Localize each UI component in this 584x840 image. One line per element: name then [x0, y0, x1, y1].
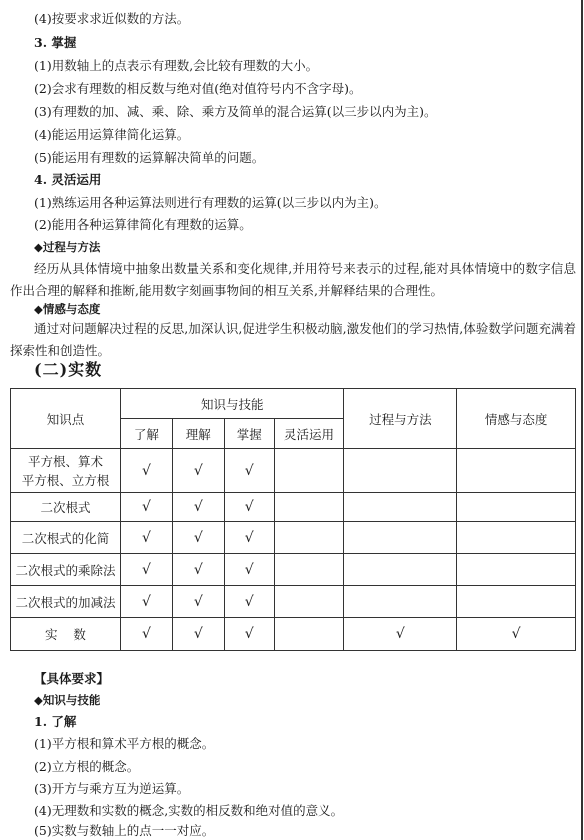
emotion-paragraph: 通过对问题解决过程的反思,加深认识,促进学生积极动脑,激发他们的学习热情,体验数学问题充满着探索性和创造性。 — [10, 321, 576, 358]
check-cell: √ — [120, 493, 172, 522]
check-cell — [344, 554, 457, 586]
page-edge-line — [581, 0, 583, 840]
header-process-method: 过程与方法 — [344, 389, 457, 449]
header-knowledge-skill: 知识与技能 — [120, 389, 344, 419]
text-line: (2)立方根的概念。 — [34, 759, 140, 774]
table-row — [11, 449, 576, 493]
row-label: 实 数 — [11, 618, 121, 651]
table-row — [11, 618, 576, 651]
check-cell — [344, 493, 457, 522]
check-cell: √ — [120, 522, 172, 554]
check-cell: √ — [172, 618, 224, 651]
row-label: 平方根、算术 平方根、立方根 — [11, 449, 121, 493]
chapter-title: (二)实数 — [34, 360, 103, 379]
section-heading: 4. 灵活运用 — [34, 172, 102, 187]
text-line: (1)平方根和算术平方根的概念。 — [34, 736, 215, 751]
subheader: 了解 — [120, 419, 172, 449]
check-cell: √ — [120, 586, 172, 618]
check-cell — [274, 586, 344, 618]
check-cell — [457, 586, 576, 618]
check-cell: √ — [344, 618, 457, 651]
subheader: 灵活运用 — [274, 419, 344, 449]
check-cell: √ — [120, 618, 172, 651]
check-cell: √ — [224, 522, 274, 554]
check-cell: √ — [172, 493, 224, 522]
table-row — [11, 493, 576, 522]
text-line: (2)能用各种运算律简化有理数的运算。 — [34, 217, 252, 232]
text-line: (4)能运用运算律简化运算。 — [34, 127, 190, 142]
check-cell: √ — [172, 449, 224, 493]
text-line: (1)熟练运用各种运算法则进行有理数的运算(以三步以内为主)。 — [34, 195, 387, 210]
process-heading: ◆过程与方法 — [34, 240, 101, 254]
text-line: (1)用数轴上的点表示有理数,会比较有理数的大小。 — [34, 58, 319, 73]
check-cell — [344, 586, 457, 618]
row-label: 二次根式 — [11, 493, 121, 522]
check-cell — [344, 449, 457, 493]
check-cell — [274, 449, 344, 493]
text-line: (5)实数与数轴上的点一一对应。 — [34, 823, 215, 838]
subheader: 掌握 — [224, 419, 274, 449]
check-cell: √ — [457, 618, 576, 651]
check-cell — [457, 522, 576, 554]
text-line: (4)按要求求近似数的方法。 — [34, 11, 190, 26]
text-line: (4)无理数和实数的概念,实数的相反数和绝对值的意义。 — [34, 803, 344, 818]
section-heading: 3. 掌握 — [34, 35, 77, 50]
check-cell: √ — [224, 449, 274, 493]
check-cell: √ — [172, 554, 224, 586]
table-row — [11, 522, 576, 554]
check-cell — [344, 522, 457, 554]
knowledge-skill-heading: ◆知识与技能 — [34, 693, 101, 707]
text-line: (3)开方与乘方互为逆运算。 — [34, 781, 190, 796]
check-cell — [274, 493, 344, 522]
header-emotion-attitude: 情感与态度 — [457, 389, 576, 449]
check-cell: √ — [224, 554, 274, 586]
row-label: 二次根式的乘除法 — [11, 554, 121, 586]
subheader: 理解 — [172, 419, 224, 449]
process-paragraph: 经历从具体情境中抽象出数量关系和变化规律,并用符号来表示的过程,能对具体情境中的数字信息作出合理的解释和推断,能用数字刻画事物间的相互关系,并解释结果的合理性。 — [10, 261, 576, 298]
check-cell — [457, 449, 576, 493]
header-knowledge-point: 知识点 — [11, 389, 121, 449]
text-line: (2)会求有理数的相反数与绝对值(绝对值符号内不含字母)。 — [34, 81, 362, 96]
knowledge-table — [10, 388, 576, 651]
section-heading: 1. 了解 — [34, 714, 77, 729]
check-cell — [274, 554, 344, 586]
check-cell — [457, 554, 576, 586]
emotion-heading: ◆情感与态度 — [34, 302, 101, 316]
check-cell: √ — [224, 493, 274, 522]
check-cell: √ — [224, 618, 274, 651]
check-cell — [457, 493, 576, 522]
check-cell: √ — [224, 586, 274, 618]
text-line: (5)能运用有理数的运算解决简单的问题。 — [34, 150, 265, 165]
row-label: 二次根式的加减法 — [11, 586, 121, 618]
check-cell: √ — [172, 522, 224, 554]
check-cell — [274, 522, 344, 554]
check-cell — [274, 618, 344, 651]
requirements-heading: 【具体要求】 — [34, 671, 110, 686]
check-cell: √ — [120, 554, 172, 586]
table-row — [11, 554, 576, 586]
check-cell: √ — [172, 586, 224, 618]
check-cell: √ — [120, 449, 172, 493]
row-label: 二次根式的化简 — [11, 522, 121, 554]
table-row — [11, 586, 576, 618]
text-line: (3)有理数的加、减、乘、除、乘方及简单的混合运算(以三步以内为主)。 — [34, 104, 437, 119]
